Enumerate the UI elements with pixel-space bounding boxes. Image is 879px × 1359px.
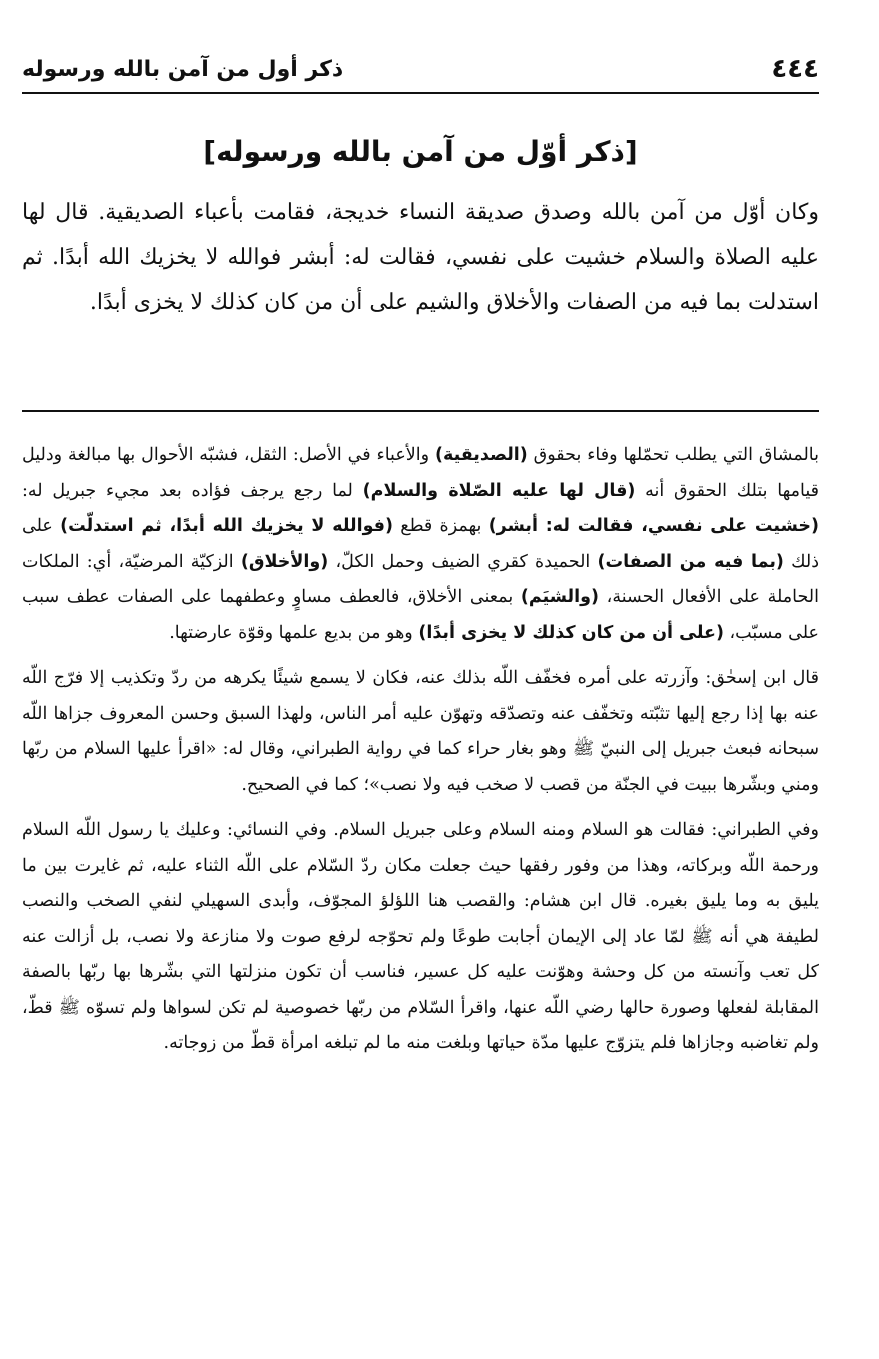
separator-rule: [22, 410, 819, 412]
quoted-phrase: (قال لها عليه الصّلاة والسلام): [362, 480, 636, 501]
section-heading: [ذكر أوّل من آمن بالله ورسوله]: [203, 135, 638, 168]
quoted-phrase: (فوالله لا يخزيك الله أبدًا، ثم استدلّت): [60, 516, 393, 536]
commentary-text: بالمشاق التي يطلب تحمّلها وفاء بحقوق: [527, 445, 819, 465]
commentary-paragraph: [22, 438, 819, 651]
commentary-text: وهو من بديع علمها وقوّة عارضتها.: [169, 622, 419, 643]
commentary-text: الحميدة كقري الضيف وحمل الكلّ،: [328, 551, 598, 572]
quoted-phrase: (الصديقية): [434, 445, 528, 465]
commentary-text: والأعباء في الأصل: الثقل، فشبّه الأحوال بها مبالغة ودليل قيامها بتلك الحقوق أنه: [22, 445, 819, 501]
commentary: [22, 438, 819, 1062]
quoted-phrase: (بما فيه من الصفات): [597, 551, 784, 572]
page-header: [22, 46, 819, 94]
commentary-paragraph: وفي الطبراني: فقالت هو السلام ومنه السلام وعلى جبريل السلام. وفي النسائي: وعليك يا رسول اللّه السلام ورحمة اللّه وبركاته، وهذا من وفور رفقها حيث جعلت مكان ردّ السّلام على اللّه الثناء عليه، ثم غايرت بين ما يليق به وما يليق بغيره. قال ابن هشام: والقصب هنا اللؤلؤ المجوّف، وأبدى السهيلي لنفي الصخب والنصب لطيفة هي أنه ﷺ لمّا عاد إلى الإيمان أجابت طوعًا ولم تحوّجه لرفع صوت ولا منازعة ولا نصب، بل أزالت عنه كل تعب وآنسته من كل وحشة وهوّنت عليه كل عسير، فناسب أن تكون منزلتها التي بشّرها بها ربّها بالصفة المقابلة لفعلها وصورة حالها رضي اللّه عنها، واقرأ السّلام من ربّها خصوصية لم تكن لسواها ولم تسوّه ﷺ قطّ، ولم تغاضبه وجازاها فلم يتزوّج عليها مدّة حياتها وبلغت منه ما لم تبلغه امرأة قطّ من زوجاته.: [22, 820, 819, 1053]
quoted-phrase: (على أن من كان كذلك لا يخزى أبدًا): [418, 622, 724, 643]
quoted-phrase: (خشيت على نفسي، فقالت له: أبشر): [488, 516, 819, 536]
commentary-text: لما رجع يرجف فؤاده بعد مجيء جبريل له:: [22, 480, 363, 501]
commentary-text: على ذلك: [22, 516, 820, 572]
running-title: ذكر أول من آمن بالله ورسوله: [22, 56, 344, 82]
main-text: وكان أوّل من آمن بالله وصدق صديقة النساء خديجة، فقامت بأعباء الصديقية. قال لها عليه الصلاة والسلام خشيت على نفسي، فقالت له: أبشر فوالله لا يخزيك الله أبدًا. ثم استدلت بما فيه من الصفات والأخلاق والشيم على أن من كان كذلك لا يخزى أبدًا.: [22, 200, 819, 315]
commentary-paragraph: قال ابن إسحٰق: وآزرته على أمره فخفّف اللّه بذلك عنه، فكان لا يسمع شيئًا يكرهه من ردّ وتكذيب إلا فرّج اللّه عنه بها إذا رجع إليها تثبّته وتخفّف عنه وتصدّقه وتهوّن عليه أمر الناس، ولهذا السبق وحسن المعروف جزاها اللّه سبحانه فبعث جبريل إلى النبيّ ﷺ وهو بغار حراء كما في رواية الطبراني، وقال له: «اقرأ عليها السلام من ربّها ومني وبشّرها ببيت في الجنّة من قصب لا صخب فيه ولا نصب»؛ كما في الصحيح.: [22, 668, 819, 795]
page-number: ٤٤٤: [771, 54, 819, 84]
commentary-text: الزكيّة المرضيّة، أي: الملكات الحاملة على الأفعال الحسنة،: [22, 551, 819, 607]
quoted-phrase: (والأخلاق): [240, 551, 329, 572]
commentary-text: بمعنى الأخلاق، فالعطف مساوٍ وعطفهما على الصفات عطف سبب على مسبّب،: [22, 587, 819, 643]
commentary-text: بهمزة قطع: [393, 516, 489, 536]
quoted-phrase: (والشيَم): [520, 587, 599, 607]
